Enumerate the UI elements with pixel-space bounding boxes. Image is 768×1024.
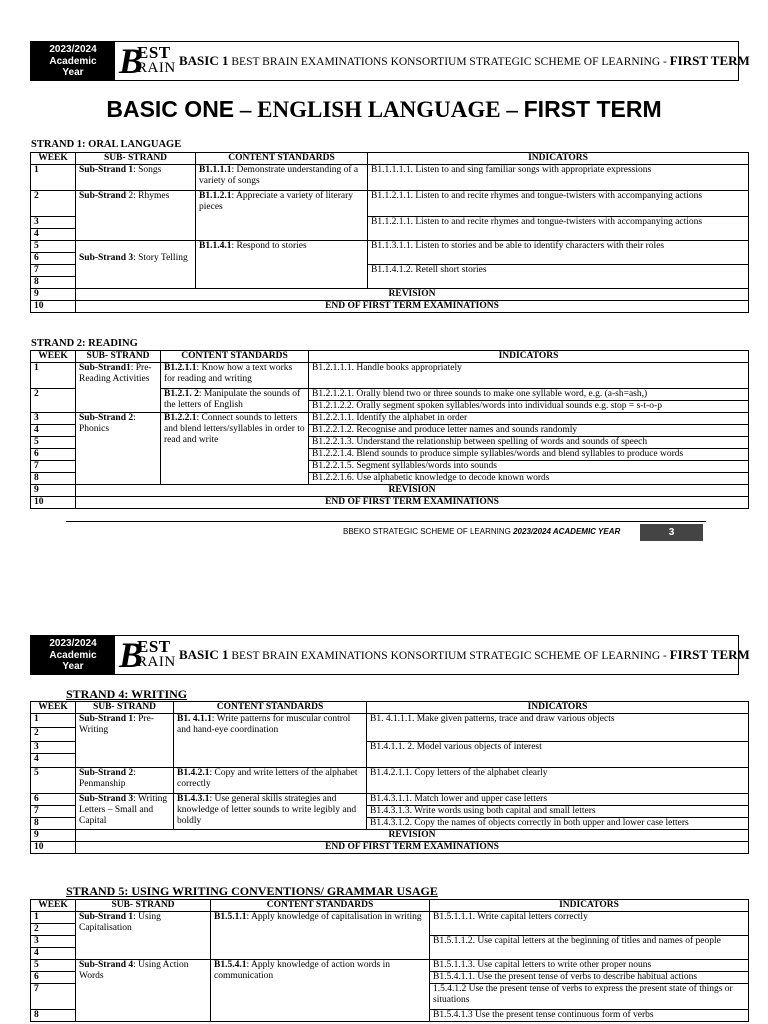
- col-week: WEEK: [31, 351, 76, 363]
- week-cell: 2: [31, 728, 76, 742]
- content-standard-cell: B1.4.2.1: Copy and write letters of the alphabet correctly: [174, 768, 367, 794]
- year-text: Academic: [49, 649, 97, 661]
- document-title: BASIC ONE – ENGLISH LANGUAGE – FIRST TERM: [106, 96, 662, 122]
- week-cell: 8: [31, 818, 76, 830]
- col-content-standards: CONTENT STANDARDS: [196, 153, 368, 165]
- year-text: Academic: [49, 55, 97, 67]
- academic-year-badge: [31, 42, 115, 80]
- content-standard-cell: B1.4.3.1: Use general skills strategies and knowledge of letter sounds to write legibly and boldly: [174, 794, 367, 830]
- week-cell: 5: [31, 960, 76, 972]
- strand-title: STRAND 4: WRITING: [66, 687, 188, 701]
- week-cell: 1: [31, 165, 76, 191]
- col-week: WEEK: [31, 900, 76, 912]
- indicator-cell: B1.1.2.1.1. Listen to and recite rhymes and tongue-twisters with accompanying actions: [368, 191, 749, 217]
- sub-strand-cell: Sub-Strand1: Pre-Reading Activities: [76, 363, 161, 413]
- sub-strand-cell: Sub-Strand 2: Penmanship: [76, 768, 174, 794]
- indicator-cell: B1.5.1.1.2. Use capital letters at the beginning of titles and names of people: [430, 936, 749, 960]
- week-cell: 4: [31, 425, 76, 437]
- header-text: BASIC 1 BEST BRAIN EXAMINATIONS KONSORTIUM STRATEGIC SCHEME OF LEARNING - FIRST TERM: [179, 647, 750, 662]
- week-cell: 1: [31, 363, 76, 389]
- year-text: 2023/2024: [49, 44, 97, 55]
- week-cell: 10: [31, 497, 76, 509]
- year-text: Year: [62, 67, 84, 78]
- week-cell: 8: [31, 473, 76, 485]
- week-cell: 4: [31, 754, 76, 768]
- indicator-cell: B1. 4.1.1.1. Make given patterns, trace and draw various objects: [367, 714, 749, 742]
- content-standard-cell: B1.1.2.1: Appreciate a variety of literary pieces: [196, 191, 368, 241]
- week-cell: 1: [31, 714, 76, 728]
- sub-strand-cell: Sub-Strand 2: Phonics: [76, 413, 161, 485]
- page-header: [30, 41, 750, 81]
- week-cell: 10: [31, 301, 76, 313]
- week-cell: 10: [31, 842, 76, 854]
- week-cell: 6: [31, 794, 76, 806]
- revision-cell: REVISION: [76, 830, 749, 842]
- sub-strand-cell: Sub-Strand 3: Story Telling: [76, 241, 196, 289]
- week-cell: 1: [31, 912, 76, 924]
- strand-4-table: [30, 701, 749, 854]
- strand-2-table: [30, 350, 749, 509]
- col-sub-strand: SUB- STRAND: [76, 351, 161, 363]
- strand-1-table: [30, 152, 749, 313]
- col-week: WEEK: [31, 153, 76, 165]
- col-indicators: INDICATORS: [368, 153, 749, 165]
- indicator-cell: B1.4.3.1.1. Match lower and upper case letters: [367, 794, 749, 806]
- indicator-cell: B1.4.3.1.2. Copy the names of objects correctly in both upper and lower case letters: [367, 818, 749, 830]
- footer-text: BBEKO STRATEGIC SCHEME OF LEARNING 2023/2024 ACADEMIC YEAR: [343, 527, 621, 536]
- indicator-cell: B1.2.1.2.2. Orally segment spoken syllables/words into individual sounds e.g. stop = s-t-o-p: [309, 401, 749, 413]
- col-content-standards: CONTENT STANDARDS: [174, 702, 367, 714]
- indicator-cell: B1.5.4.1.3 Use the present tense continuous form of verbs: [430, 1010, 749, 1022]
- week-cell: 9: [31, 830, 76, 842]
- week-cell: 5: [31, 768, 76, 794]
- content-standard-cell: B1.2.1. 2: Manipulate the sounds of the letters of English: [161, 389, 309, 413]
- indicator-cell: B1.2.1.2.1. Orally blend two or three sounds to make one syllable word, e.g. (a-sh=ash,): [309, 389, 749, 401]
- week-cell: 2: [31, 191, 76, 217]
- week-cell: 3: [31, 742, 76, 754]
- week-cell: 6: [31, 253, 76, 265]
- indicator-cell: B1.2.2.1.5. Segment syllables/words into sounds: [309, 461, 749, 473]
- strand-title: STRAND 2: READING: [31, 338, 138, 349]
- indicator-cell: B1.2.2.1.2. Recognise and produce letter names and sounds randomly: [309, 425, 749, 437]
- sub-strand-cell: Sub-Strand 2: Rhymes: [76, 191, 196, 241]
- col-sub-strand: SUB- STRAND: [76, 153, 196, 165]
- revision-cell: REVISION: [76, 289, 749, 301]
- sub-strand-cell: Sub-Strand 1: Songs: [76, 165, 196, 191]
- strand-title: STRAND 1: ORAL LANGUAGE: [31, 139, 182, 150]
- page-footer: [343, 524, 703, 541]
- exams-cell: END OF FIRST TERM EXAMINATIONS: [76, 301, 749, 313]
- week-cell: 7: [31, 984, 76, 1010]
- week-cell: 4: [31, 229, 76, 241]
- col-indicators: INDICATORS: [309, 351, 749, 363]
- academic-year-badge: [31, 636, 115, 674]
- content-standard-cell: B1.2.2.1: Connect sounds to letters and blend letters/syllables in order to read and write: [161, 413, 309, 485]
- week-cell: 8: [31, 277, 76, 289]
- indicator-cell: B1.5.4.1.1. Use the present tense of verbs to describe habitual actions: [430, 972, 749, 984]
- best-brain-logo: B EST RAIN: [119, 635, 176, 675]
- col-week: WEEK: [31, 702, 76, 714]
- week-cell: 3: [31, 413, 76, 425]
- strand-title: STRAND 5: USING WRITING CONVENTIONS/ GRAMMAR USAGE: [66, 884, 438, 898]
- week-cell: 9: [31, 289, 76, 301]
- indicator-cell: B1.2.2.1.4. Blend sounds to produce simple syllables/words and blend syllables to produce words: [309, 449, 749, 461]
- content-standard-cell: B1.5.1.1: Apply knowledge of capitalisation in writing: [211, 912, 430, 960]
- week-cell: 6: [31, 449, 76, 461]
- content-standard-cell: B1.1.1.1: Demonstrate understanding of a variety of songs: [196, 165, 368, 191]
- col-content-standards: CONTENT STANDARDS: [211, 900, 430, 912]
- indicator-cell: B1.1.2.1.1. Listen to and recite rhymes and tongue-twisters with accompanying actions: [368, 217, 749, 241]
- sub-strand-cell: Sub-Strand 1: Using Capitalisation: [76, 912, 211, 960]
- footer-divider: [66, 521, 706, 522]
- week-cell: 4: [31, 948, 76, 960]
- week-cell: 7: [31, 461, 76, 473]
- indicator-cell: B1.4.2.1.1. Copy letters of the alphabet clearly: [367, 768, 749, 794]
- week-cell: 7: [31, 806, 76, 818]
- sub-strand-cell: Sub-Strand 4: Using Action Words: [76, 960, 211, 1022]
- indicator-cell: B1.1.4.1.2. Retell short stories: [368, 265, 749, 289]
- header-text: BASIC 1 BEST BRAIN EXAMINATIONS KONSORTIUM STRATEGIC SCHEME OF LEARNING - FIRST TERM: [179, 53, 750, 68]
- indicator-cell: B1.2.2.1.1. Identify the alphabet in order: [309, 413, 749, 425]
- week-cell: 7: [31, 265, 76, 277]
- week-cell: 5: [31, 437, 76, 449]
- page-header: [30, 635, 750, 675]
- week-cell: 3: [31, 936, 76, 948]
- sub-strand-cell: Sub-Strand 3: Writing Letters – Small and Capital: [76, 794, 174, 830]
- indicator-cell: B1.2.2.1.3. Understand the relationship between spelling of words and sounds of speech: [309, 437, 749, 449]
- week-cell: 2: [31, 389, 76, 413]
- content-standard-cell: B1. 4.1.1: Write patterns for muscular control and hand-eye coordination: [174, 714, 367, 768]
- week-cell: 9: [31, 485, 76, 497]
- indicator-cell: B1.4.1.1. 2. Model various objects of interest: [367, 742, 749, 768]
- week-cell: 2: [31, 924, 76, 936]
- indicator-cell: B1.5.1.1.1. Write capital letters correctly: [430, 912, 749, 936]
- content-standard-cell: B1.2.1.1: Know how a text works for reading and writing: [161, 363, 309, 389]
- exams-cell: END OF FIRST TERM EXAMINATIONS: [76, 842, 749, 854]
- col-indicators: INDICATORS: [367, 702, 749, 714]
- content-standard-cell: B1.5.4.1: Apply knowledge of action words in communication: [211, 960, 430, 1022]
- indicator-cell: B1.4.3.1.3. Write words using both capital and small letters: [367, 806, 749, 818]
- indicator-cell: 1.5.4.1.2 Use the present tense of verbs to express the present state of things or situations: [430, 984, 749, 1010]
- col-sub-strand: SUB- STRAND: [76, 702, 174, 714]
- indicator-cell: B1.1.3.1.1. Listen to stories and be able to identify characters with their roles: [368, 241, 749, 265]
- week-cell: 6: [31, 972, 76, 984]
- col-content-standards: CONTENT STANDARDS: [161, 351, 309, 363]
- indicator-cell: B1.2.2.1.6. Use alphabetic knowledge to decode known words: [309, 473, 749, 485]
- week-cell: 8: [31, 1010, 76, 1022]
- col-sub-strand: SUB- STRAND: [76, 900, 211, 912]
- exams-cell: END OF FIRST TERM EXAMINATIONS: [76, 497, 749, 509]
- week-cell: 5: [31, 241, 76, 253]
- page-number: 3: [640, 524, 703, 541]
- year-text: 2023/2024: [49, 638, 97, 649]
- indicator-cell: B1.1.1.1.1. Listen to and sing familiar songs with appropriate expressions: [368, 165, 749, 191]
- strand-5-table: [30, 899, 749, 1022]
- best-brain-logo: B EST RAIN: [119, 41, 176, 81]
- year-text: Year: [62, 661, 84, 672]
- indicator-cell: B1.5.1.1.3. Use capital letters to write other proper nouns: [430, 960, 749, 972]
- revision-cell: REVISION: [76, 485, 749, 497]
- col-indicators: INDICATORS: [430, 900, 749, 912]
- sub-strand-cell: Sub-Strand 1: Pre-Writing: [76, 714, 174, 768]
- content-standard-cell: B1.1.4.1: Respond to stories: [196, 241, 368, 289]
- indicator-cell: B1.2.1.1.1. Handle books appropriately: [309, 363, 749, 389]
- week-cell: 3: [31, 217, 76, 229]
